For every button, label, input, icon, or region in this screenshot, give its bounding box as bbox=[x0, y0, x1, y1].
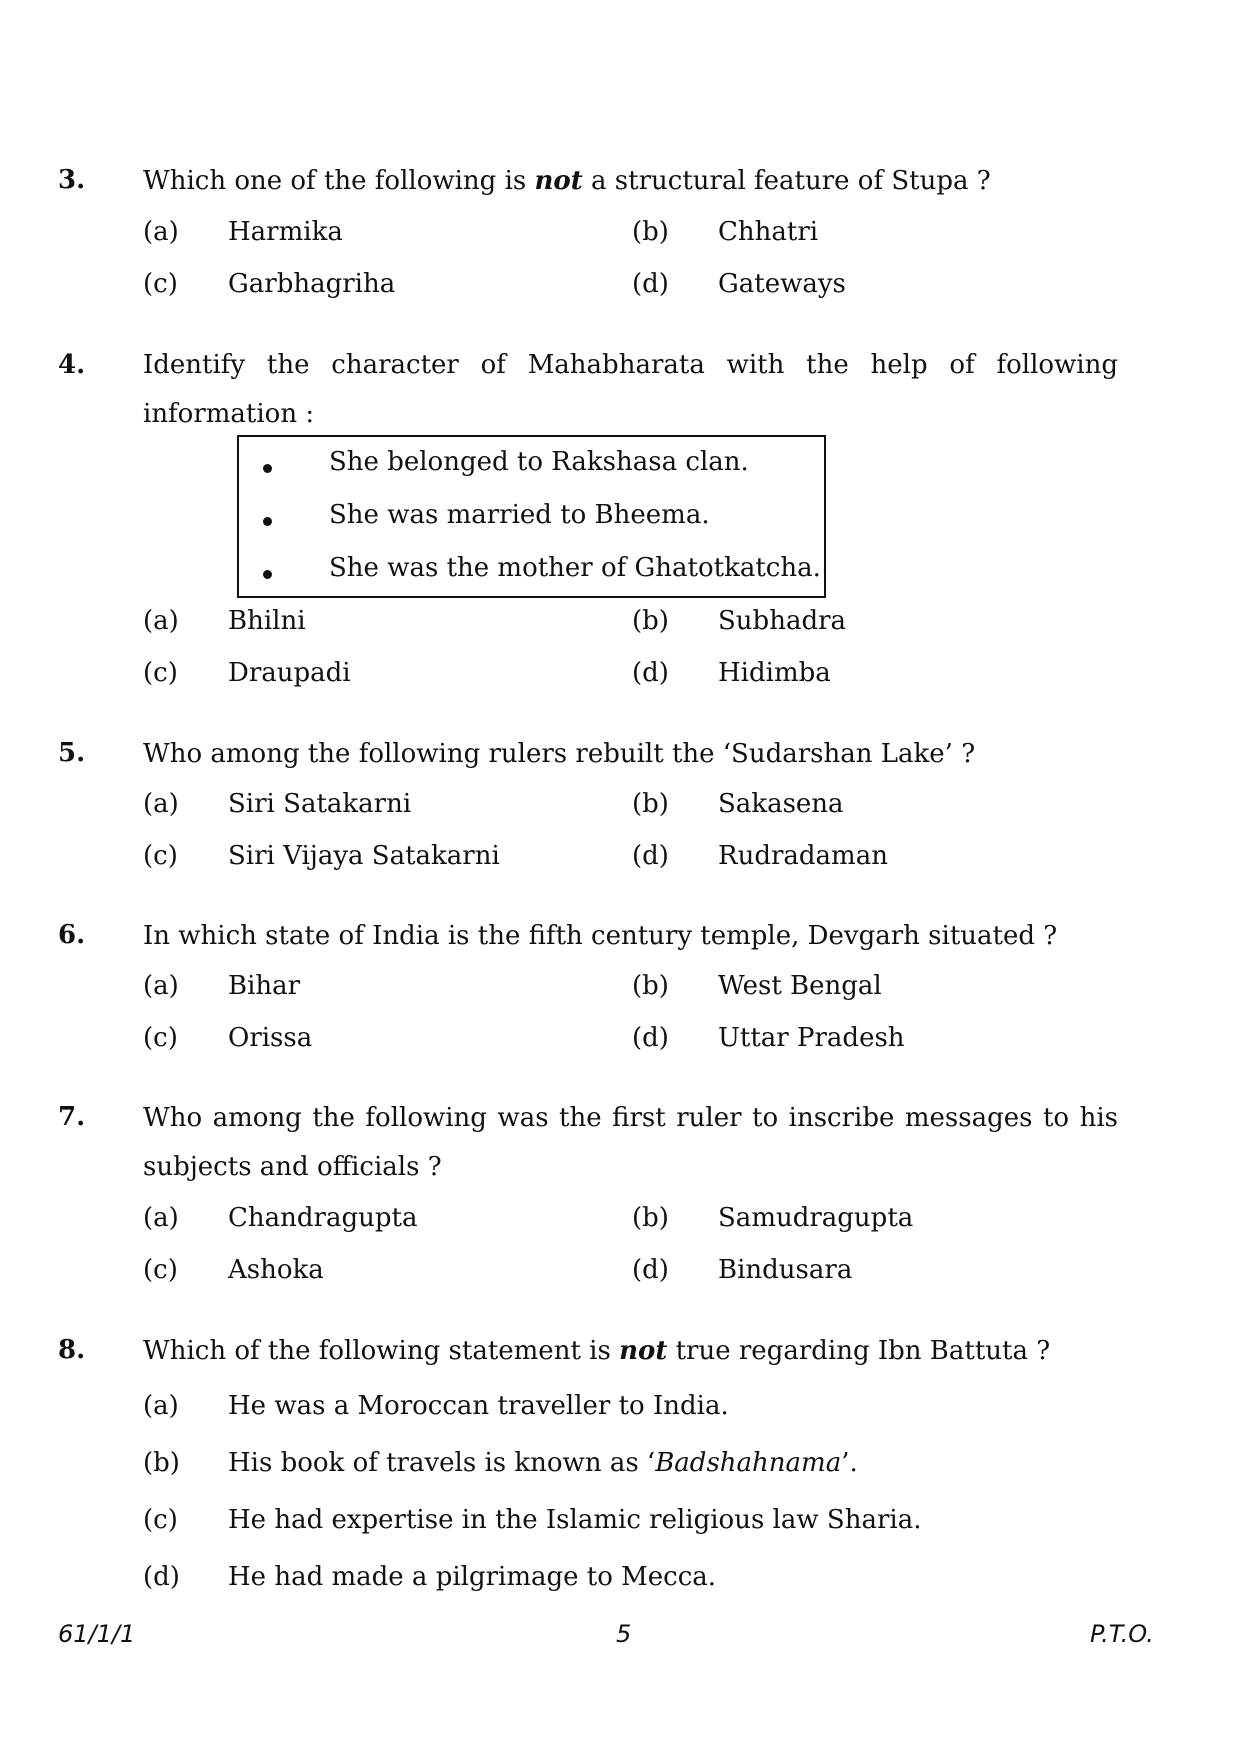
option-label: (a) bbox=[143, 217, 179, 247]
option-label: (d) bbox=[632, 658, 669, 688]
bullet-icon bbox=[263, 464, 272, 473]
option-label: (b) bbox=[632, 606, 669, 636]
question-text: In which state of India is the fifth century temple, Devgarh situated ? bbox=[143, 921, 1058, 951]
question-text: Identify the character of Mahabharata with the help of following information : bbox=[143, 350, 1118, 429]
question-text: Who among the following rulers rebuilt the ‘Sudarshan Lake’ ? bbox=[143, 739, 976, 769]
question-number: 4. bbox=[58, 350, 86, 380]
question-text: Which of the following statement is not true regarding Ibn Battuta ? bbox=[143, 1336, 1051, 1366]
emphasis-not: not bbox=[534, 166, 583, 196]
option-text: Siri Vijaya Satakarni bbox=[228, 841, 500, 871]
option-text: His book of travels is known as ‘Badshahnama’. bbox=[228, 1448, 858, 1478]
option-label: (c) bbox=[143, 841, 178, 871]
bullet-icon bbox=[263, 517, 272, 526]
option-label: (a) bbox=[143, 1391, 179, 1421]
option-text: Chandragupta bbox=[228, 1203, 418, 1233]
option-text: Harmika bbox=[228, 217, 343, 247]
option-label: (b) bbox=[632, 1203, 669, 1233]
option-label: (b) bbox=[632, 971, 669, 1001]
option-text: He had made a pilgrimage to Mecca. bbox=[228, 1562, 717, 1592]
option-label: (c) bbox=[143, 1505, 178, 1535]
option-text: Rudradaman bbox=[718, 841, 888, 871]
option-text: Chhatri bbox=[718, 217, 819, 247]
clue-item: She was the mother of Ghatotkatcha. bbox=[329, 553, 821, 583]
option-label: (a) bbox=[143, 1203, 179, 1233]
question-number: 8. bbox=[58, 1335, 86, 1365]
option-label: (c) bbox=[143, 1023, 178, 1053]
option-label: (d) bbox=[143, 1562, 180, 1592]
option-text: Samudragupta bbox=[718, 1203, 914, 1233]
option-label: (c) bbox=[143, 658, 178, 688]
page-number: 5 bbox=[616, 1620, 632, 1648]
option-label: (d) bbox=[632, 841, 669, 871]
option-text: Garbhagriha bbox=[228, 269, 396, 299]
question-text: Who among the following was the first ruler to inscribe messages to his subjects and officials ? bbox=[143, 1103, 1118, 1182]
option-text: Ashoka bbox=[228, 1255, 324, 1285]
option-text: Gateways bbox=[718, 269, 846, 299]
paper-code: 61/1/1 bbox=[58, 1620, 136, 1648]
clue-item: She belonged to Rakshasa clan. bbox=[329, 447, 749, 477]
option-label: (a) bbox=[143, 606, 179, 636]
emphasis-not: not bbox=[619, 1336, 668, 1366]
pto-label: P.T.O. bbox=[1090, 1620, 1154, 1648]
option-label: (c) bbox=[143, 1255, 178, 1285]
option-text: Bihar bbox=[228, 971, 301, 1001]
option-text: Uttar Pradesh bbox=[718, 1023, 905, 1053]
option-label: (d) bbox=[632, 1023, 669, 1053]
clue-box bbox=[237, 435, 826, 598]
option-text: Siri Satakarni bbox=[228, 789, 412, 819]
option-text: Sakasena bbox=[718, 789, 844, 819]
option-text: West Bengal bbox=[718, 971, 882, 1001]
option-label: (a) bbox=[143, 789, 179, 819]
option-text: Orissa bbox=[228, 1023, 313, 1053]
option-label: (b) bbox=[632, 217, 669, 247]
question-number: 7. bbox=[58, 1102, 86, 1132]
option-text: Subhadra bbox=[718, 606, 847, 636]
bullet-icon bbox=[263, 570, 272, 579]
option-label: (d) bbox=[632, 269, 669, 299]
option-text: He had expertise in the Islamic religious law Sharia. bbox=[228, 1505, 922, 1535]
question-number: 5. bbox=[58, 738, 86, 768]
option-text: Bindusara bbox=[718, 1255, 853, 1285]
option-label: (a) bbox=[143, 971, 179, 1001]
option-text: Bhilni bbox=[228, 606, 306, 636]
clue-item: She was married to Bheema. bbox=[329, 500, 710, 530]
question-text: Which one of the following is not a structural feature of Stupa ? bbox=[143, 166, 991, 196]
book-title: Badshahnama bbox=[655, 1448, 842, 1478]
option-label: (b) bbox=[143, 1448, 180, 1478]
question-number: 3. bbox=[58, 165, 86, 195]
option-text: Hidimba bbox=[718, 658, 831, 688]
option-label: (c) bbox=[143, 269, 178, 299]
question-number: 6. bbox=[58, 920, 86, 950]
option-label: (d) bbox=[632, 1255, 669, 1285]
option-text: He was a Moroccan traveller to India. bbox=[228, 1391, 729, 1421]
option-label: (b) bbox=[632, 789, 669, 819]
option-text: Draupadi bbox=[228, 658, 351, 688]
